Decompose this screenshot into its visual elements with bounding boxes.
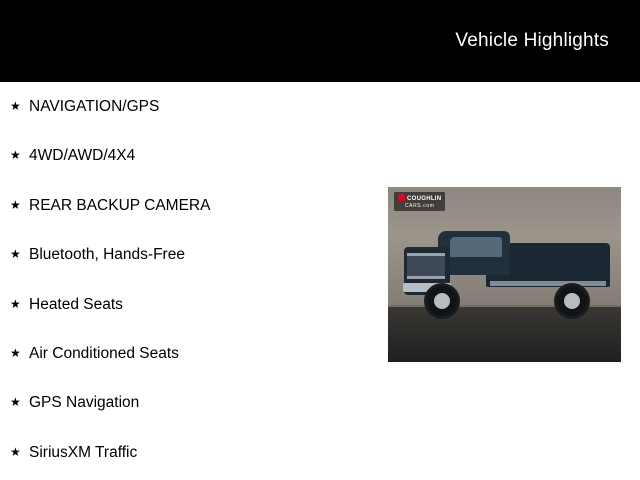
list-item-label: GPS Navigation: [29, 394, 140, 412]
list-item: [0, 329, 390, 378]
star-icon: ★: [10, 395, 21, 410]
truck-side-trim: [490, 281, 606, 286]
star-icon: ★: [10, 99, 21, 113]
list-item: [0, 378, 390, 427]
star-icon: ★: [10, 345, 21, 360]
truck-rear-wheel: [554, 283, 590, 319]
star-icon: ★: [10, 296, 21, 311]
list-item-label: Heated Seats: [29, 295, 123, 313]
list-item-label: Bluetooth, Hands-Free: [29, 246, 185, 264]
list-item: [0, 82, 390, 131]
content-area: [0, 82, 640, 480]
list-item-label: NAVIGATION/GPS: [29, 98, 160, 115]
truck-front-wheel: [424, 283, 460, 319]
header-bar: [0, 0, 640, 82]
truck-illustration: [402, 225, 612, 321]
star-icon: ★: [10, 444, 21, 459]
list-item-label: SiriusXM Traffic: [29, 443, 138, 461]
list-item-label: Air Conditioned Seats: [29, 344, 179, 362]
dealer-watermark-sub: CARS.com: [404, 203, 435, 209]
star-icon: ★: [10, 148, 21, 163]
list-item-label: 4WD/AWD/4X4: [29, 147, 136, 165]
dealer-watermark-brand: COUGHLIN: [407, 196, 442, 202]
star-icon: ★: [10, 247, 21, 262]
dealer-watermark: [394, 192, 445, 211]
vehicle-photo: [388, 187, 621, 362]
dealer-logo-icon: [398, 194, 405, 201]
list-item-label: REAR BACKUP CAMERA: [29, 196, 211, 214]
vehicle-highlights-list: [0, 82, 390, 477]
truck-window: [450, 237, 502, 257]
list-item: [0, 280, 390, 329]
list-item: [0, 131, 390, 180]
list-item: [0, 230, 390, 279]
truck-grille: [407, 253, 445, 279]
page-title: Vehicle Highlights: [455, 30, 609, 51]
star-icon: ★: [10, 197, 21, 212]
list-item: [0, 181, 390, 230]
list-item: [0, 428, 390, 477]
